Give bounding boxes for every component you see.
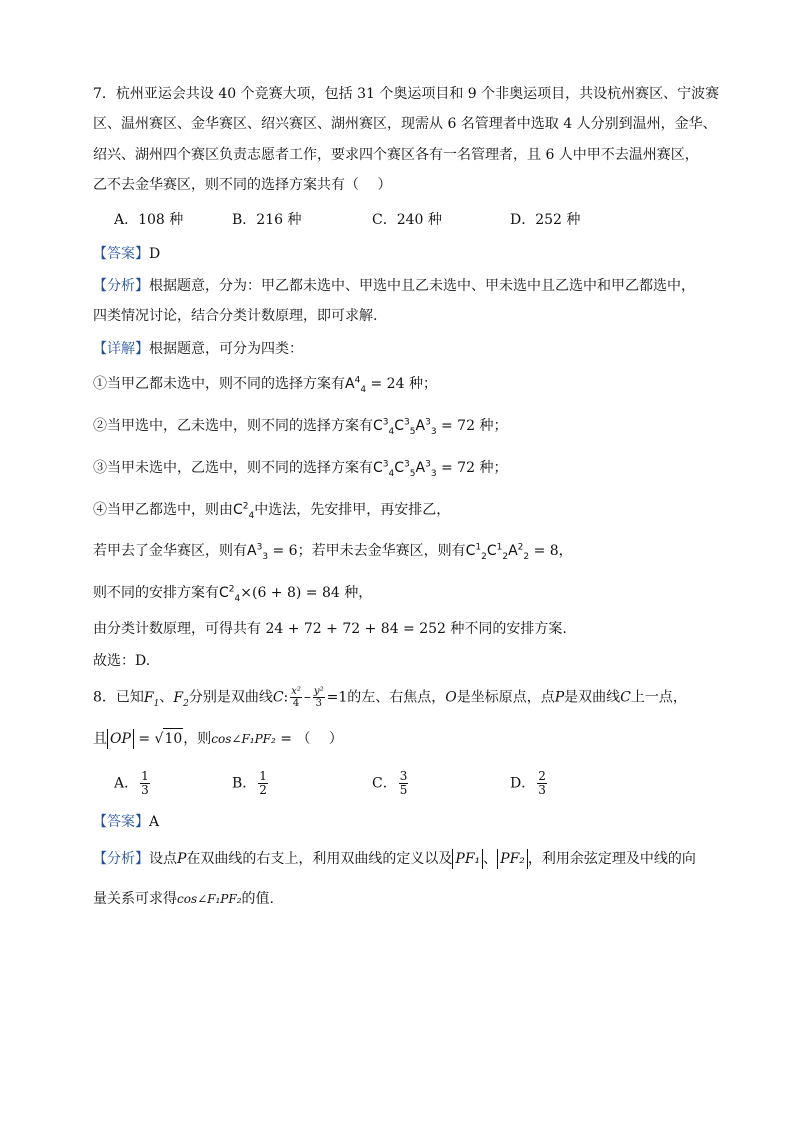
q7-case-1 <box>93 374 437 394</box>
curve-c-2: C <box>620 689 631 706</box>
detail-intro-text: 根据题意，可分为四类： <box>149 341 303 357</box>
q8-line2-b: = <box>133 731 155 747</box>
math-c24: $C^2_4$ <box>219 584 241 604</box>
frac-option-a: $\frac{1}{3}$ <box>141 769 149 797</box>
q7-analysis-line-1 <box>93 276 695 296</box>
total-a: 则不同的安排方案有 <box>93 585 219 601</box>
q7-case-2 <box>93 416 507 436</box>
q7-analysis-line-2: 四类情况讨论，结合分类计数原理，即可求解. <box>93 308 378 324</box>
q7-option-c: C．240 种 <box>372 212 442 228</box>
cos-expr-analysis: cos∠F₁PF₂ <box>177 892 242 906</box>
q7-stem-line-2: 区、温州赛区、金华赛区、绍兴赛区、湖州赛区，现需从 6 名管理者中选取 4 人分别到温州，金华、 <box>93 116 717 132</box>
analysis-tag: 【分析】 <box>93 278 149 294</box>
analysis-text: 根据题意，分为：甲乙都未选中、甲选中且乙未选中、甲未选中且乙选中和甲乙都选中， <box>149 278 695 294</box>
q7-option-a: A．108 种 <box>114 212 184 228</box>
q8-stem-f: 上一点， <box>630 689 687 706</box>
answer-value: A <box>149 814 160 830</box>
case4-text-b: 中选法，先安排甲，再安排乙， <box>254 502 451 518</box>
q7-sub-cases <box>93 541 573 561</box>
sub-a: 若甲去了金华赛区，则有 <box>93 543 247 559</box>
analysis-a: 设点 <box>149 851 177 867</box>
eq-one: =1 <box>326 689 348 706</box>
f1-symbol: $F_1$ <box>143 689 160 709</box>
frac-option-d: $\frac{2}{3}$ <box>538 769 546 797</box>
total-b: ×(6 + 8) = 84 种， <box>240 585 373 601</box>
sqrt-10: 10 <box>163 728 183 749</box>
analysis-b: 在双曲线的右支上，利用双曲线的定义以及 <box>186 851 453 867</box>
math-c12-c12-a22: $C^1_2C^1_2A^2_2$ <box>465 542 530 562</box>
q8-option-c: C． $\frac{3}{5}$ <box>372 769 408 797</box>
math-a33: $A^3_3$ <box>247 542 269 562</box>
frac-x2-4: $\frac{\text{x²}}{4}$ <box>291 686 301 709</box>
case3-text: ③当甲未选中，乙选中，则不同的选择方案有 <box>93 460 373 476</box>
point-p-analysis: P <box>177 851 187 867</box>
q8-answer <box>93 812 159 832</box>
sub-a-res: = 6；若甲未去金华赛区，则有 <box>268 543 466 559</box>
q7-sum-line: 由分类计数原理，可得共有 24 + 72 + 72 + 84 = 252 种不同的安排方案. <box>93 621 567 637</box>
q8-stem-b: 分别是双曲线 <box>188 689 273 706</box>
analysis-line2-b: 的值. <box>241 891 274 907</box>
q8-line2-d: = （ ） <box>275 731 343 747</box>
q8-line2-c: ，则 <box>183 731 212 747</box>
answer-tag: 【答案】 <box>93 246 149 262</box>
q8-line2-a: 且 <box>93 731 107 747</box>
math-c24: $C^2_4$ <box>233 501 255 521</box>
q8-stem-line-1: 8．已知$F_1$、$F_2$分别是双曲线C: $\frac{\text{x²}}{4}$ – $\frac{\text{y²}}{3}$ =1的左、右焦点，O是坐标原点，点P是双曲线C上一点， <box>93 686 687 709</box>
q8-analysis-line-2 <box>93 889 274 909</box>
case1-text: ①当甲乙都未选中，则不同的选择方案有 <box>93 376 345 392</box>
math-a44: $A^4_4$ <box>345 375 367 395</box>
q8-sep: 、 <box>159 689 174 706</box>
q7-conclusion: 故选：D. <box>93 653 151 669</box>
q8-option-a: A． $\frac{1}{3}$ <box>114 769 149 797</box>
case4-text-a: ④当甲乙都选中，则由 <box>93 502 233 518</box>
q8-option-d: D． $\frac{2}{3}$ <box>510 769 546 797</box>
q8-stem-a: 8．已知 <box>93 689 144 706</box>
answer-value: D <box>149 246 161 262</box>
point-p: P <box>554 689 565 706</box>
abs-pf1: PF₁ <box>452 849 483 869</box>
q7-case-3 <box>93 458 507 478</box>
q7-case-4 <box>93 500 450 520</box>
frac-option-c: $\frac{3}{5}$ <box>399 769 408 797</box>
case3-result: = 72 种； <box>436 460 508 476</box>
analysis-c: ，利用余弦定理及中线的向 <box>527 851 696 867</box>
case2-text: ②当甲选中，乙未选中，则不同的选择方案有 <box>93 418 373 434</box>
q8-stem-d: 是坐标原点，点 <box>456 689 555 706</box>
q7-stem-line-4: 乙不去金华赛区，则不同的选择方案共有（ ） <box>93 177 392 193</box>
answer-tag: 【答案】 <box>93 814 149 830</box>
q8-option-b: B． $\frac{1}{2}$ <box>232 769 267 797</box>
case1-result: = 24 种； <box>366 376 437 392</box>
abs-op: OP <box>107 729 134 749</box>
q8-analysis-line-1: 【分析】设点P在双曲线的右支上，利用双曲线的定义以及 PF₁ 、 PF₂ ，利用余弦定理及中线的向 <box>93 851 696 867</box>
q8-stem-e: 是双曲线 <box>564 689 621 706</box>
analysis-line2-a: 量关系可求得 <box>93 891 177 907</box>
q7-option-b: B．216 种 <box>232 212 302 228</box>
q7-stem-line-3: 绍兴、湖州四个赛区负责志愿者工作，要求四个赛区各有一名管理者，且 6 人中甲不去温州赛区， <box>93 147 699 163</box>
f2-symbol: $F_2$ <box>173 689 189 709</box>
analysis-tag: 【分析】 <box>93 851 149 867</box>
q7-stem-line-1: 7．杭州亚运会共设 40 个竞赛大项，包括 31 个奥运项目和 9 个非奥运项目，共设杭州赛区、宁波赛 <box>93 86 720 102</box>
sub-b-res: = 8， <box>529 543 573 559</box>
frac-y2-3: $\frac{\text{y²}}{3}$ <box>313 686 324 709</box>
q7-total-line <box>93 583 372 603</box>
case2-result: = 72 种； <box>436 418 508 434</box>
math-c34-c35-a33: $C^3_4C^3_5A^3_3$ <box>373 417 437 437</box>
q7-answer <box>93 244 160 264</box>
q8-stem-c: 的左、右焦点， <box>347 689 446 706</box>
cos-expr: cos∠F₁PF₂ <box>211 732 276 746</box>
curve-c: C <box>272 689 284 706</box>
origin-o: O <box>445 689 457 706</box>
q7-option-d: D．252 种 <box>510 212 581 228</box>
q7-detail-intro <box>93 339 303 359</box>
frac-option-b: $\frac{1}{2}$ <box>259 769 267 797</box>
math-c34-c35-a33: $C^3_4C^3_5A^3_3$ <box>373 459 437 479</box>
detail-tag: 【详解】 <box>93 341 149 357</box>
q8-stem-line-2: 且 OP = √10，则cos∠F₁PF₂ = （ ） <box>93 728 343 749</box>
abs-pf2: PF₂ <box>497 849 528 869</box>
